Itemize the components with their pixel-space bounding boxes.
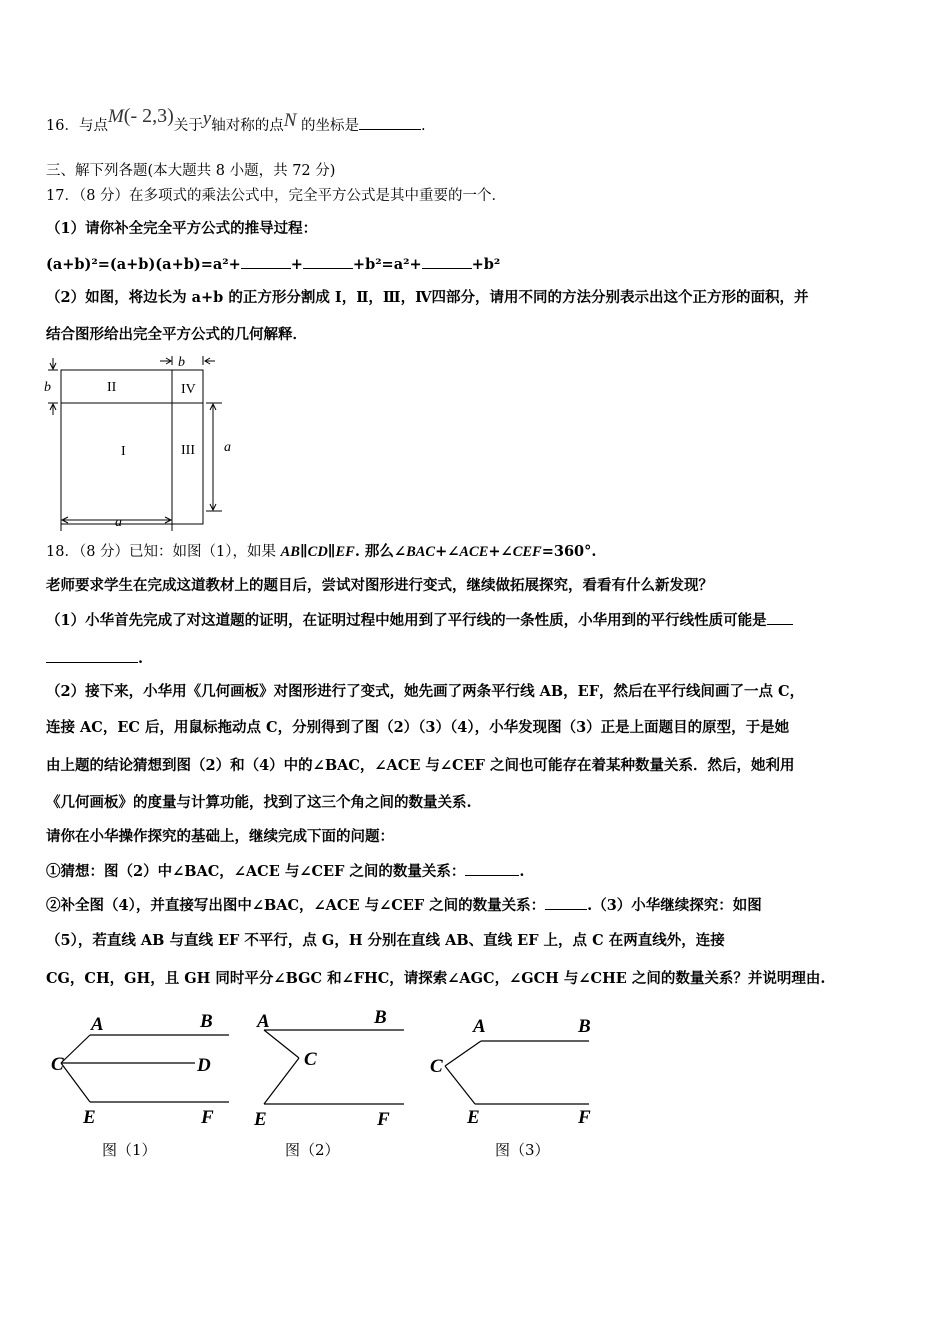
fig3-label-f: F xyxy=(578,1107,591,1128)
q17-part1: （1）请你补全完全平方公式的推导过程： xyxy=(46,220,318,237)
region-iii: III xyxy=(181,443,195,458)
q18-part2-line2: 连接 AC，EC 后，用鼠标拖动点 C，分别得到了图（2）（3）（4），小华发现图（3）正是上面题目的原型，于是她 xyxy=(46,719,790,736)
fig3-label-c: C xyxy=(430,1056,443,1077)
point-m-label: M xyxy=(107,106,124,127)
figure-1 xyxy=(45,1008,235,1128)
label-a-bottom: a xyxy=(115,515,122,530)
label-a-right: a xyxy=(224,440,231,455)
q17-intro: 17．（8 分）在多项式的乘法公式中，完全平方公式是其中重要的一个． xyxy=(46,188,507,204)
point-m-coord: (- 2,3) xyxy=(123,105,174,127)
answer-blank[interactable] xyxy=(767,610,793,625)
fig2-label-c: C xyxy=(304,1049,317,1070)
fig1-label-f: F xyxy=(201,1107,214,1128)
q18-part1-cont: . xyxy=(46,648,143,669)
fig3-caption: 图（3） xyxy=(495,1141,550,1159)
answer-blank[interactable] xyxy=(241,254,291,269)
label-b-left: b xyxy=(44,380,51,395)
q17-part2-line1: （2）如图，将边长为 a+b 的正方形分割成 I，Ⅱ，Ⅲ，Ⅳ四部分，请用不同的方法分别表示出这个正方形的面积，并 xyxy=(46,289,809,306)
q18-part2-line3: 由上题的结论猜想到图（2）和（4）中的∠BAC，∠ACE 与∠CEF 之间也可能存在着某种数量关系．然后，她利用 xyxy=(46,757,795,774)
q18-line9: 请你在小华操作探究的基础上，继续完成下面的问题： xyxy=(46,828,394,845)
fig2-caption: 图（2） xyxy=(285,1141,340,1159)
region-i: I xyxy=(121,444,126,459)
point-n-label: N xyxy=(283,110,297,131)
label-b-top: b xyxy=(178,355,185,370)
region-iv: IV xyxy=(181,382,196,397)
q18-line2: 老师要求学生在完成这道教材上的题目后，尝试对图形进行变式，继续做拓展探究，看看有什么新发现？ xyxy=(46,577,713,594)
fig1-label-e: E xyxy=(83,1107,96,1128)
q17-part2-line2: 结合图形给出完全平方公式的几何解释． xyxy=(46,326,307,343)
fig2-label-f: F xyxy=(377,1109,390,1128)
figure-2 xyxy=(252,1008,412,1128)
figure-3 xyxy=(425,1008,605,1128)
q18-intro: 18．（8 分）已知：如图（1），如果 AB∥CD∥EF. 那么∠BAC+∠ACE+∠CEF=360°. xyxy=(46,543,597,560)
question-16: 16．与点M(- 2,3)关于y轴对称的点N 的坐标是 . xyxy=(46,105,426,134)
q18-part2-line4: 《几何画板》的度量与计算功能，找到了这三个角之间的数量关系. xyxy=(46,794,472,811)
fig2-label-e: E xyxy=(254,1109,267,1128)
answer-blank[interactable] xyxy=(303,254,353,269)
answer-blank[interactable] xyxy=(422,254,472,269)
answer-blank[interactable] xyxy=(545,895,587,910)
fig1-label-c: C xyxy=(51,1054,64,1075)
fig3-label-e: E xyxy=(467,1107,480,1128)
fig2-label-a: A xyxy=(257,1011,270,1032)
q18-complete: ②补全图（4），并直接写出图中∠BAC，∠ACE 与∠CEF 之间的数量关系： .（3）小华继续探究：如图 xyxy=(46,897,762,914)
square-diagram xyxy=(40,353,240,533)
q18-part3-line2: CG，CH，GH，且 GH 同时平分∠BGC 和∠FHC，请探索∠AGC，∠GCH 与∠CHE 之间的数量关系？并说明理由. xyxy=(46,970,826,987)
section-header: 三、解下列各题(本大题共 8 小题，共 72 分) xyxy=(46,163,336,179)
fig1-label-b: B xyxy=(200,1011,213,1032)
q18-part3-line1: （5），若直线 AB 与直线 EF 不平行，点 G，H 分别在直线 AB、直线 EF 上，点 C 在两直线外，连接 xyxy=(46,932,725,949)
fig3-label-b: B xyxy=(578,1016,591,1037)
fig1-label-d: D xyxy=(197,1055,211,1076)
answer-blank[interactable] xyxy=(359,115,421,130)
q18-part2-line1: （2）接下来，小华用《几何画板》对图形进行了变式，她先画了两条平行线 AB，EF，然后在平行线间画了一点 C， xyxy=(46,683,805,700)
q17-formula: (a+b)²=(a+b)(a+b)=a²+ + +b²=a²+ +b² xyxy=(46,256,501,273)
fig3-label-a: A xyxy=(473,1016,486,1037)
q18-part1: （1）小华首先完成了对这道题的证明，在证明过程中她用到了平行线的一条性质，小华用到的平行线性质可能是 xyxy=(46,610,793,631)
fig1-label-a: A xyxy=(91,1014,104,1035)
region-ii: II xyxy=(107,380,117,395)
fig1-caption: 图（1） xyxy=(102,1141,157,1159)
q18-guess: ①猜想：图（2）中∠BAC，∠ACE 与∠CEF 之间的数量关系： . xyxy=(46,863,525,880)
y-axis-label: y xyxy=(202,108,212,129)
fig2-label-b: B xyxy=(374,1008,387,1028)
answer-blank[interactable] xyxy=(46,648,138,663)
answer-blank[interactable] xyxy=(465,861,519,876)
